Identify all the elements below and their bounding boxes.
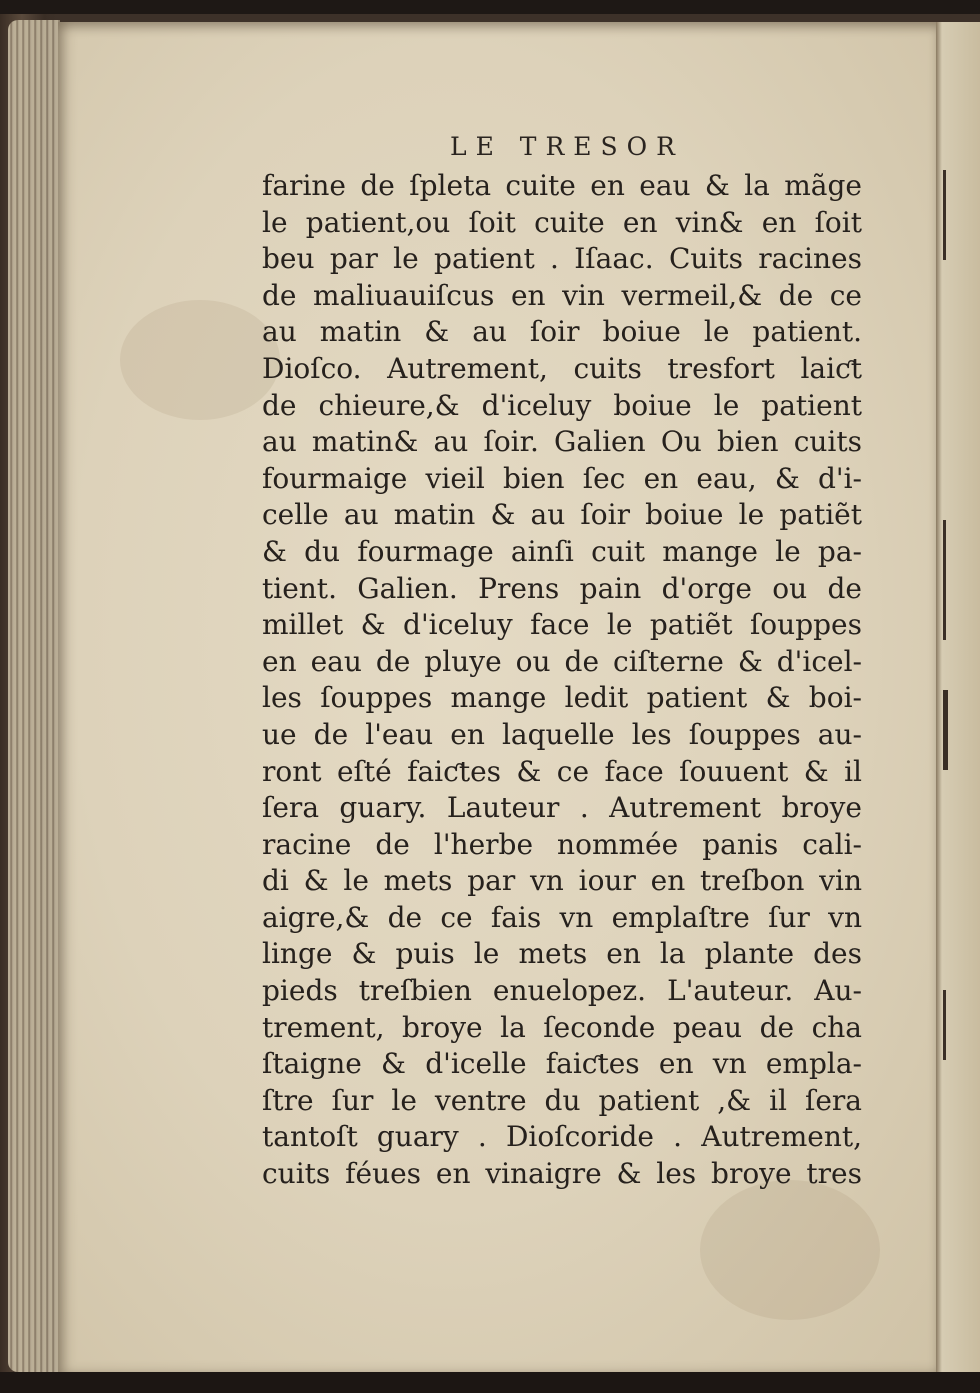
text-line: au matin & au ſoir boiue le patient. bbox=[262, 315, 862, 349]
text-line: Dioſco. Autrement, cuits tresfort laiƈt bbox=[262, 351, 862, 385]
paper-stain bbox=[120, 300, 280, 420]
text-line: pieds treſbien enuelopez. L'auteur. Au- bbox=[262, 974, 862, 1008]
page-fore-edge bbox=[8, 20, 60, 1372]
text-line: de chieure,& d'iceluy boiue le patient bbox=[262, 388, 862, 422]
text-line: beu par le patient . Iſaac. Cuits racines bbox=[262, 242, 862, 276]
bottom-edge bbox=[0, 1372, 980, 1393]
running-head: LE TRESOR bbox=[450, 132, 684, 161]
adjacent-page-mark bbox=[943, 990, 946, 1060]
text-line: ſtaigne & d'icelle faiƈtes en vn empla- bbox=[262, 1047, 862, 1081]
text-line: au matin& au ſoir. Galien Ou bien cuits bbox=[262, 425, 862, 459]
text-line: racine de l'herbe nommée panis cali- bbox=[262, 827, 862, 861]
text-line: le patient,ou ſoit cuite en vin& en ſoit bbox=[262, 205, 862, 239]
text-line: tient. Galien. Prens pain d'orge ou de bbox=[262, 571, 862, 605]
text-line: cuits féues en vinaigre & les broye tres bbox=[262, 1157, 862, 1191]
text-line: en eau de pluye ou de ciſterne & d'icel- bbox=[262, 644, 862, 678]
text-line: de maliuauiſcus en vin vermeil,& de ce bbox=[262, 278, 862, 312]
text-line: di & le mets par vn iour en treſbon vin bbox=[262, 864, 862, 898]
paper-stain bbox=[700, 1180, 880, 1320]
text-line: tantoſt guary . Dioſcoride . Autrement, bbox=[262, 1120, 862, 1154]
adjacent-page-mark bbox=[943, 170, 946, 260]
text-line: millet & d'iceluy face le patiẽt ſouppes bbox=[262, 608, 862, 642]
text-line: trement, broye la ſeconde peau de cha bbox=[262, 1010, 862, 1044]
text-line: ue de l'eau en laquelle les ſouppes au- bbox=[262, 717, 862, 751]
text-line: ſtre ſur le ventre du patient ,& il ſera bbox=[262, 1083, 862, 1117]
top-edge bbox=[0, 0, 980, 14]
text-line: ſera guary. Lauteur . Autrement broye bbox=[262, 791, 862, 825]
body-text bbox=[262, 168, 862, 1193]
text-line: ront eſté faiƈtes & ce face ſouuent & il bbox=[262, 754, 862, 788]
text-line: & du fourmage ainſi cuit mange le pa- bbox=[262, 534, 862, 568]
text-line: linge & puis le mets en la plante des bbox=[262, 937, 862, 971]
text-line: fourmaige vieil bien ſec en eau, & d'i- bbox=[262, 461, 862, 495]
text-line: farine de ſpleta cuite en eau & la mãge bbox=[262, 169, 862, 202]
text-line: celle au matin & au ſoir boiue le patiẽt bbox=[262, 498, 862, 532]
adjacent-page-mark bbox=[943, 690, 948, 770]
adjacent-page-mark bbox=[943, 520, 946, 640]
text-line: aigre,& de ce fais vn emplaſtre ſur vn bbox=[262, 900, 862, 934]
text-line: les ſouppes mange ledit patient & boi- bbox=[262, 681, 862, 715]
